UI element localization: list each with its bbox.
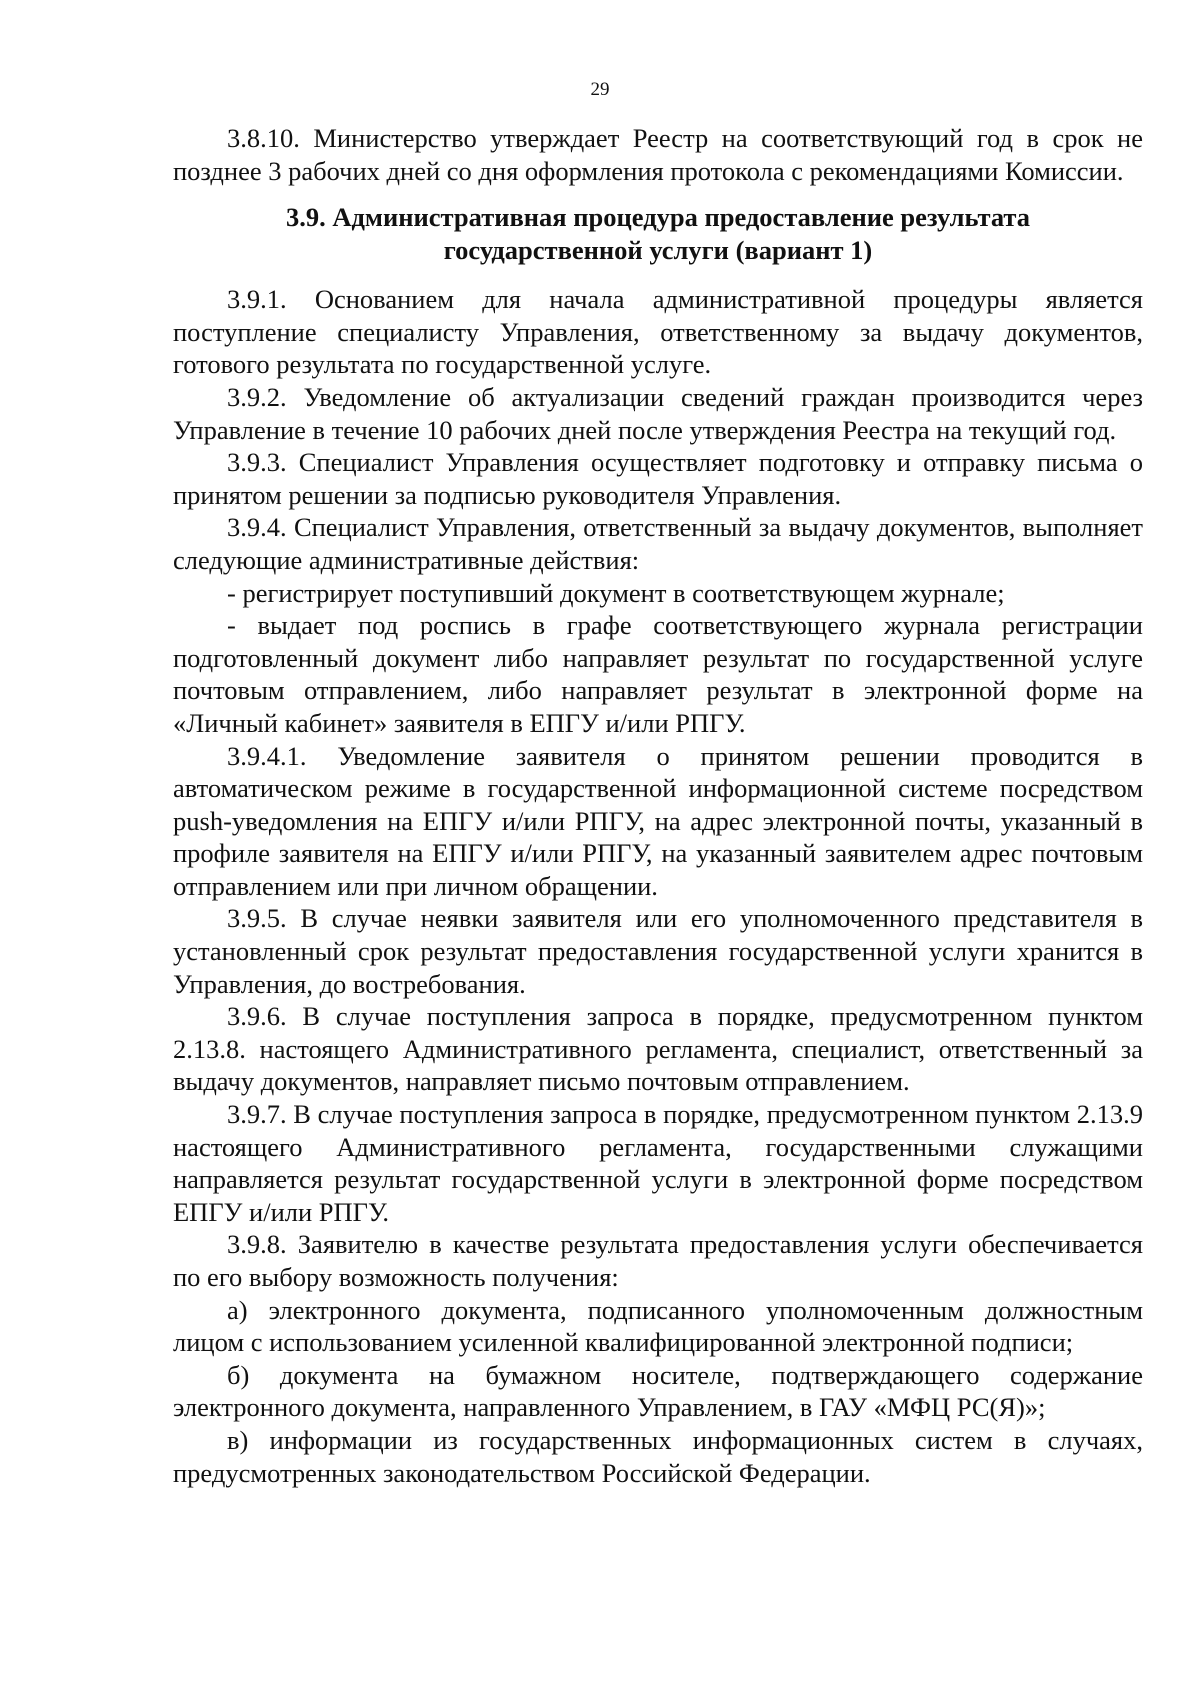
list-item-register: - регистрирует поступивший документ в соответствующем журнале; [227,577,1005,608]
list-item-a: а) электронного документа, подписанного уполномоченным должностным лицом с использованием усиленной квалифицированной электронной подписи; [173,1294,1143,1358]
paragraph-3-9-6: 3.9.6. В случае поступления запроса в порядке, предусмотренном пунктом 2.13.8. настоящего Административного регламента, специалист, ответственный за выдачу документов, направляет письмо почтовым отправлением. [173,1001,1143,1097]
paragraph-3-9-2: 3.9.2. Уведомление об актуализации сведений граждан производится через Управление в течение 10 рабочих дней после утверждения Реестра на текущий год. [173,381,1143,445]
section-heading-line-1: 3.9. Административная процедура предоставление результата [286,202,1030,233]
paragraph-3-8-10: 3.8.10. Министерство утверждает Реестр на соответствующий год в срок не позднее 3 рабочих дней со дня оформления протокола с рекомендациями Комиссии. [173,123,1143,186]
paragraph-3-9-1: 3.9.1. Основанием для начала административной процедуры является поступление специалисту Управления, ответственному за выдачу документов, готового результата по государственной услуге. [173,284,1143,380]
paragraph-3-9-8: 3.9.8. Заявителю в качестве результата предоставления услуги обеспечивается по его выбору возможность получения: [173,1229,1143,1292]
list-item-v: в) информации из государственных информационных систем в случаях, предусмотренных законодательством Российской Федерации. [173,1424,1143,1488]
section-heading-line-2: государственной услуги (вариант 1) [443,235,873,266]
paragraph-3-9-4: 3.9.4. Специалист Управления, ответственный за выдачу документов, выполняет следующие административные действия: [173,512,1143,575]
page-number: 29 [590,79,610,100]
section-heading [173,201,1143,267]
document-body [173,122,1143,1489]
paragraph-3-9-3: 3.9.3. Специалист Управления осуществляет подготовку и отправку письма о принятом решении за подписью руководителя Управления. [173,447,1143,510]
paragraph-3-9-7: 3.9.7. В случае поступления запроса в порядке, предусмотренном пунктом 2.13.9 настоящего Административного регламента, государственными служащими направляется результат государственной услуги в электронной форме посредством ЕПГУ и/или РПГУ. [173,1099,1143,1227]
list-item-issue: - выдает под роспись в графе соответствующего журнала регистрации подготовленный документ либо направляет результат по государственной услуге почтовым отправлением, либо направляет результат в электронной форме на «Личный кабинет» заявителя в ЕПГУ и/или РПГУ. [173,610,1143,738]
paragraph-3-9-4-1: 3.9.4.1. Уведомление заявителя о принятом решении проводится в автоматическом режиме в государственной информационной системе посредством push-уведомления на ЕПГУ и/или РПГУ, на адрес электронной почты, указанный в профиле заявителя на ЕПГУ и/или РПГУ, на указанный заявителем адрес почтовым отправлением или при личном обращении. [173,740,1143,901]
list-item-b: б) документа на бумажном носителе, подтверждающего содержание электронного документа, направленного Управлением, в ГАУ «МФЦ РС(Я)»; [173,1359,1143,1423]
paragraph-3-9-5: 3.9.5. В случае неявки заявителя или его уполномоченного представителя в установленный срок результат предоставления государственной услуги хранится в Управления, до востребования. [173,903,1143,999]
